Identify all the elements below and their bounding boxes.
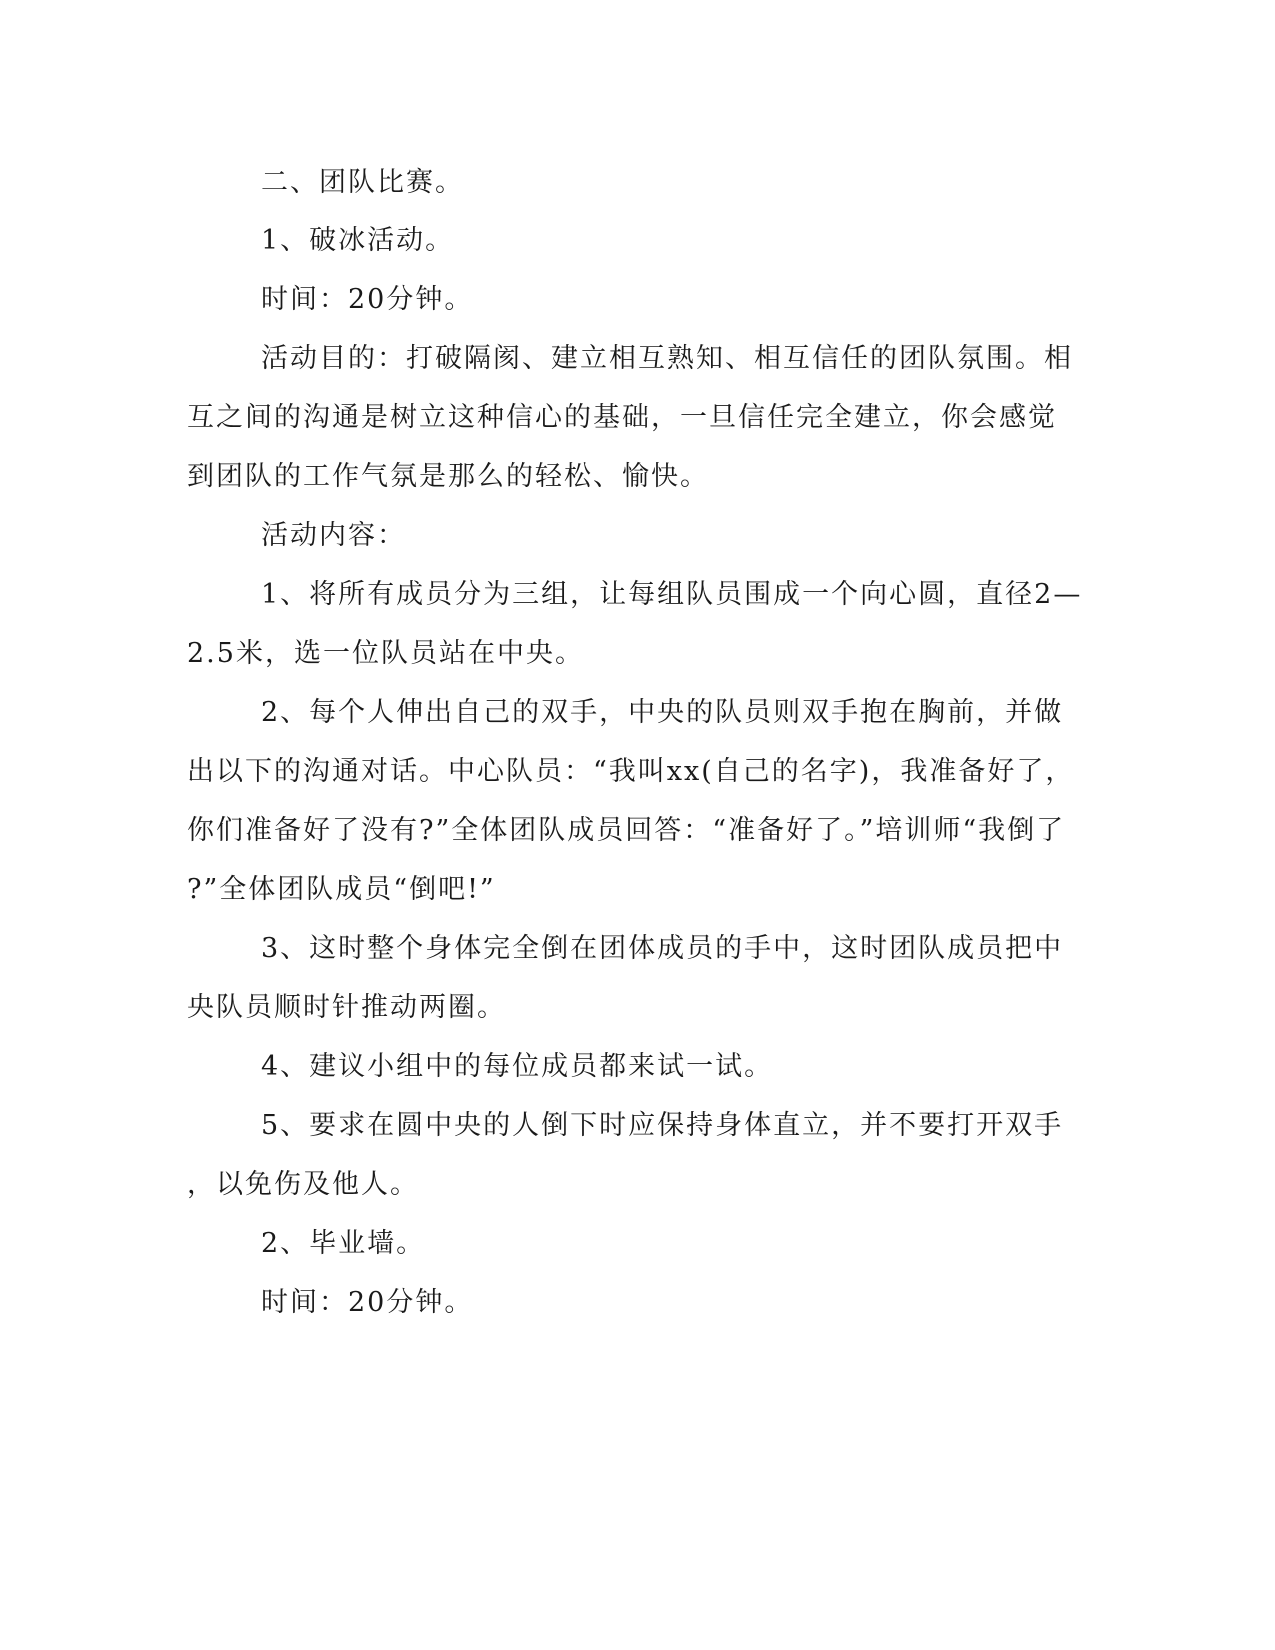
- paragraph-line: 到团队的工作气氛是那么的轻松、愉快。: [187, 461, 709, 492]
- paragraph-line: 互之间的沟通是树立这种信心的基础，一旦信任完全建立，你会感觉: [187, 402, 1057, 433]
- paragraph-line: ?”全体团队成员“倒吧!”: [187, 874, 496, 905]
- subsection-heading: 2、毕业墙。: [261, 1228, 426, 1259]
- paragraph-line: ，以免伤及他人。: [187, 1169, 419, 1200]
- paragraph-line: 活动目的：打破隔阂、建立相互熟知、相互信任的团队氛围。相: [261, 343, 1073, 374]
- section-heading: 二、团队比赛。: [261, 167, 464, 198]
- paragraph-line: 活动内容：: [261, 520, 406, 551]
- paragraph-line: 时间：20分钟。: [261, 284, 474, 315]
- paragraph-line: 你们准备好了没有?”全体团队成员回答：“准备好了。”培训师“我倒了: [187, 815, 1066, 846]
- paragraph-line: 央队员顺时针推动两圈。: [187, 992, 506, 1023]
- paragraph-line: 时间：20分钟。: [261, 1287, 474, 1318]
- paragraph-line: 2、每个人伸出自己的双手，中央的队员则双手抱在胸前，并做: [261, 697, 1064, 728]
- paragraph-line: 2.5米，选一位队员站在中央。: [187, 638, 584, 669]
- paragraph-line: 4、建议小组中的每位成员都来试一试。: [261, 1051, 774, 1082]
- paragraph-line: 3、这时整个身体完全倒在团体成员的手中，这时团队成员把中: [261, 933, 1064, 964]
- paragraph-line: 5、要求在圆中央的人倒下时应保持身体直立，并不要打开双手: [261, 1110, 1064, 1141]
- paragraph-line: 1、将所有成员分为三组，让每组队员围成一个向心圆，直径2—: [261, 579, 1083, 610]
- paragraph-line: 出以下的沟通对话。中心队员：“我叫xx(自己的名字)，我准备好了，: [187, 756, 1075, 787]
- subsection-heading: 1、破冰活动。: [261, 225, 455, 256]
